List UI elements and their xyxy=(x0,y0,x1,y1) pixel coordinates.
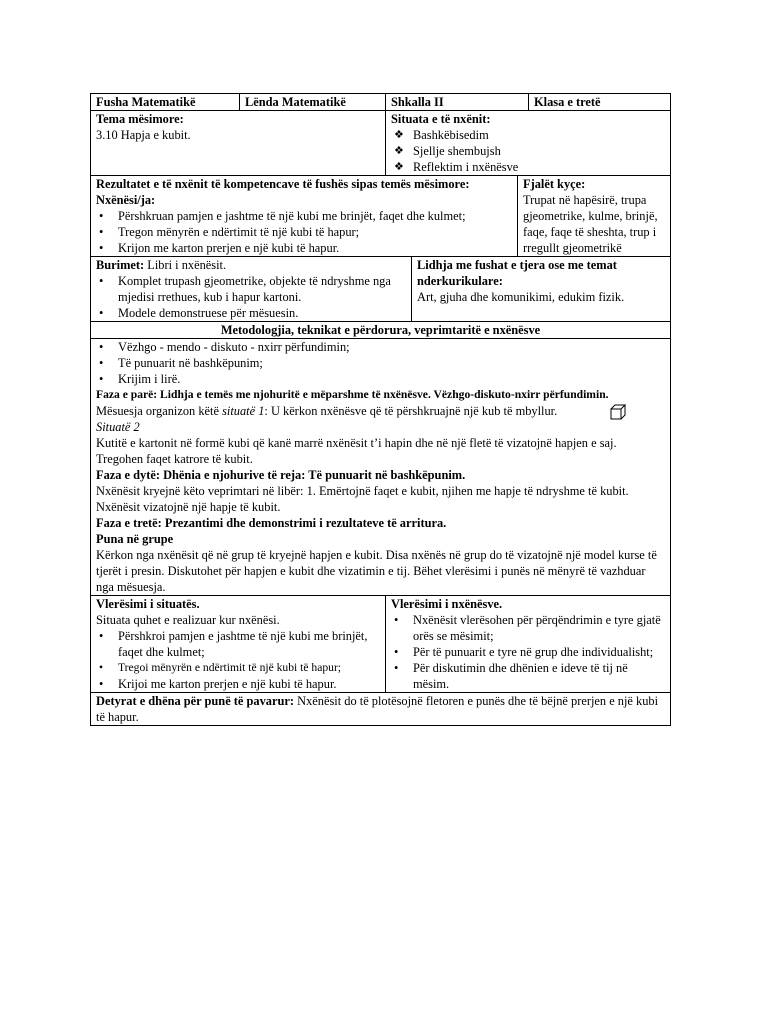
situata-cell xyxy=(385,111,670,175)
rezultatet-cell xyxy=(91,176,517,256)
tema-cell xyxy=(91,111,385,175)
burimet-list xyxy=(96,273,406,321)
burimet-row xyxy=(90,257,671,322)
situata2-label: Situatë 2 xyxy=(96,420,140,434)
list-item: • Përshkroi pamjen e jashtme të një kubi me brinjët, faqet dhe kulmet; xyxy=(96,628,380,660)
detyrat-row xyxy=(90,693,671,726)
puna-text: Kërkon nga nxënësit që në grup të kryejnë hapjen e kubit. Disa nxënës në grup do të vizatojnë një model kurse të tjerët i presin. Diskutohet për hapjen e kubit dhe vizatimin e tij. Bëhet vlerësimi i punës në mënyrë të vazhduar nga mësuesja. xyxy=(96,548,657,594)
vleresimi-situates-intro: Situata quhet e realizuar kur nxënësi. xyxy=(96,613,280,627)
vleresimi-situates-cell xyxy=(91,596,385,692)
lesson-plan-table xyxy=(90,93,671,726)
metodologjia-cell xyxy=(91,339,670,595)
tema-situata-row xyxy=(90,111,671,176)
header-row xyxy=(90,93,671,111)
burimet-cell xyxy=(91,257,411,321)
burimet-value: Libri i nxënësit. xyxy=(147,258,227,272)
shkalla-cell: Shkalla II xyxy=(385,94,528,110)
vleresimi-nxenesve-cell xyxy=(385,596,670,692)
rezultatet-row xyxy=(90,176,671,257)
faza1-text: Mësuesja organizon këtë situatë 1: U kërkon nxënësve që të përshkruajnë një kub të mbyllur. xyxy=(96,403,665,419)
list-item: • Për diskutimin dhe dhënien e ideve të tij në mësim. xyxy=(391,660,665,692)
faza2-title: Faza e dytë: Dhënia e njohurive të reja: Të punuarit në bashkëpunim. xyxy=(96,468,466,482)
situata2-text: Kutitë e kartonit në formë kubi që kanë marrë nxënësit t’i hapin dhe në një fletë të vizatojnë hapjen e saj. Tregohen faqet katrore të kubit. xyxy=(96,436,617,466)
vleresimi-nxenesve-label: Vlerësimi i nxënësve. xyxy=(391,597,503,611)
list-item: • Përshkruan pamjen e jashtme të një kubi me brinjët, faqet dhe kulmet; xyxy=(96,208,512,224)
vleresimi-situates-label: Vlerësimi i situatës. xyxy=(96,597,200,611)
metodologjia-list xyxy=(96,339,665,387)
situata-label: Situata e të nxënit: xyxy=(391,112,491,126)
list-item: • Krijim i lirë. xyxy=(96,371,665,387)
list-item: • Komplet trupash gjeometrike, objekte të ndryshme nga mjedisi rrethues, kub i hapur kartoni. xyxy=(96,273,406,305)
fusha-cell: Fusha Matematikë xyxy=(96,95,196,109)
metodologjia-title: Metodologjia, teknikat e përdorura, veprimtaritë e nxënësve xyxy=(220,323,541,337)
cube-icon xyxy=(609,403,627,421)
list-item: • Tregon mënyrën e ndërtimit të një kubi të hapur; xyxy=(96,224,512,240)
list-item: • Nxënësit vlerësohen për përqëndrimin e tyre gjatë orës se mësimit; xyxy=(391,612,665,644)
rezultatet-subtitle: Nxënësi/ja: xyxy=(96,193,156,207)
metodologjia-title-row xyxy=(90,322,671,339)
fjalet-label: Fjalët kyçe: xyxy=(523,177,586,191)
list-item: ❖ Reflektim i nxënësve xyxy=(394,160,519,174)
fjalet-cell xyxy=(517,176,670,256)
faza3-title: Faza e tretë: Prezantimi dhe demonstrimi i rezultateve të arritura. xyxy=(96,516,447,530)
detyrat-cell xyxy=(91,693,670,725)
faza2-text: Nxënësit kryejnë këto veprimtari në libër: 1. Emërtojnë faqet e kubit, njihen me hapje të ndryshme të kubit. Nxënësit vizatojnë një hapje të kubit. xyxy=(96,484,629,514)
burimet-line xyxy=(96,257,406,273)
vleresimi-nxenesve-list xyxy=(391,612,665,692)
list-item: ❖ Bashkëbisedim xyxy=(394,128,489,142)
lenda-cell: Lënda Matematikë xyxy=(239,94,385,110)
lidhja-label: Lidhja me fushat e tjera ose me temat nderkurikulare: xyxy=(417,258,617,288)
list-item: • Modele demonstruese për mësuesin. xyxy=(96,305,406,321)
lidhja-value: Art, gjuha dhe komunikimi, edukim fizik. xyxy=(417,290,625,304)
detyrat-label: Detyrat e dhëna për punë të pavarur: xyxy=(96,694,295,708)
metodologjia-content-row xyxy=(90,339,671,596)
puna-title: Puna në grupe xyxy=(96,532,174,546)
vleresimi-situates-list xyxy=(96,628,380,692)
rezultatet-title: Rezultatet e të nxënit të kompetencave të fushës sipas temës mësimore: xyxy=(96,177,470,191)
situata-list xyxy=(391,127,665,175)
situata1-label: situatë 1 xyxy=(222,404,265,418)
lidhja-cell xyxy=(411,257,670,321)
faza1-title: Faza e parë: Lidhja e temës me njohuritë e mëparshme të nxënësve. Vëzhgo-diskuto-nxirr përfundimin. xyxy=(96,388,609,401)
list-item: • Vëzhgo - mendo - diskuto - nxirr përfundimin; xyxy=(96,339,665,355)
diamond-bullet-icon: ❖ xyxy=(394,160,404,173)
diamond-bullet-icon: ❖ xyxy=(394,128,404,141)
tema-value: 3.10 Hapja e kubit. xyxy=(96,128,191,142)
list-item: • Krijoi me karton prerjen e një kubi të hapur. xyxy=(96,676,380,692)
diamond-bullet-icon: ❖ xyxy=(394,144,404,157)
detyrat-value: Nxënësit do të plotësojnë fletoren e punës dhe të bëjnë prerjen e një kubi të hapur. xyxy=(96,694,659,724)
vleresimi-row xyxy=(90,596,671,693)
klasa-cell: Klasa e tretë xyxy=(528,94,670,110)
list-item: • Të punuarit në bashkëpunim; xyxy=(96,355,665,371)
rezultatet-list xyxy=(96,208,512,256)
fjalet-value: Trupat në hapësirë, trupa gjeometrike, kulme, brinjë, faqe, faqe të sheshta, trup i rregullt gjeometrikë xyxy=(523,193,658,255)
list-item: • Tregoi mënyrën e ndërtimit të një kubi të hapur; xyxy=(96,660,380,676)
burimet-label: Burimet: xyxy=(96,258,145,272)
list-item: • Krijon me karton prerjen e një kubi të hapur. xyxy=(96,240,512,256)
list-item: • Për të punuarit e tyre në grup dhe individualisht; xyxy=(391,644,665,660)
tema-label: Tema mësimore: xyxy=(96,112,184,126)
list-item: ❖ Sjellje shembujsh xyxy=(394,144,501,158)
